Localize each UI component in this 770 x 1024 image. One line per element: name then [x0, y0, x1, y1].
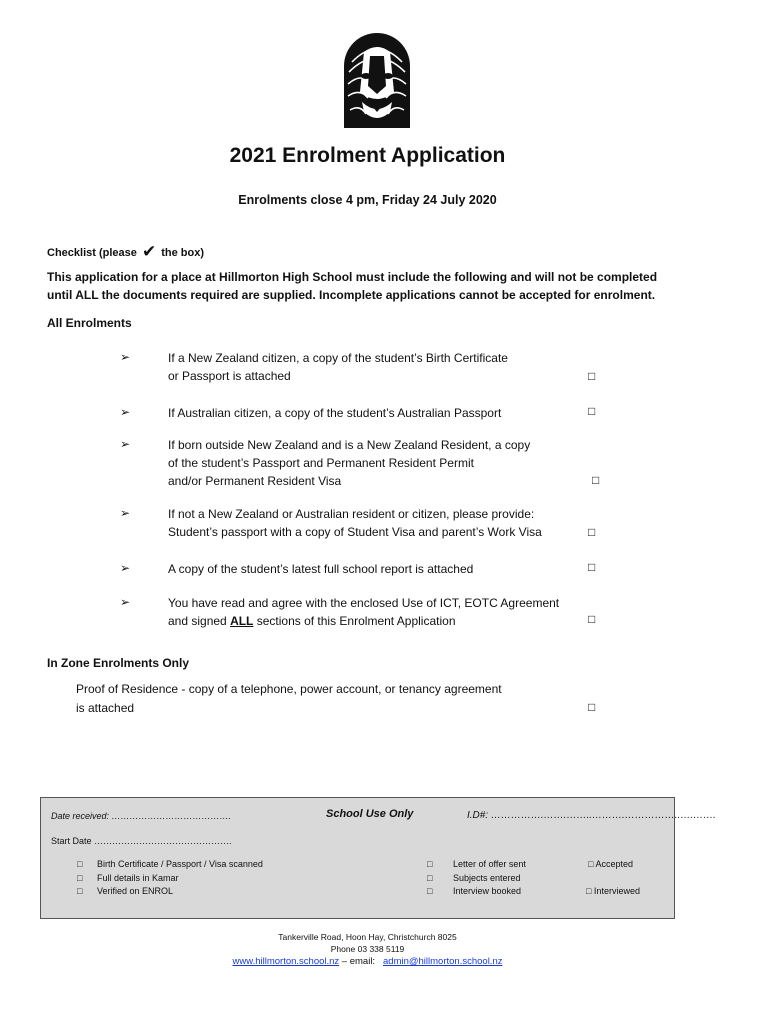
checklist-suffix: the box) [161, 247, 205, 259]
checkbox-australian-citizen[interactable]: □ [588, 404, 596, 418]
checklist-heading [47, 241, 204, 261]
email-link[interactable]: admin@hillmorton.school.nz [383, 956, 503, 967]
checkbox-nz-citizen[interactable]: □ [588, 369, 596, 383]
item-line-pre: and signed [168, 614, 231, 628]
checklist-item-non-resident [168, 505, 542, 541]
item-line [168, 612, 559, 630]
school-use-only-panel [40, 797, 716, 919]
checkbox-icon[interactable]: □ [427, 873, 433, 883]
office-item-label: Interview booked [453, 886, 522, 896]
proof-of-residence-item [76, 680, 502, 718]
office-item-label: Subjects entered [453, 873, 521, 883]
checkbox-nz-resident[interactable]: □ [592, 473, 600, 487]
footer-contact [0, 956, 735, 967]
checklist-prefix: Checklist (please [47, 247, 137, 259]
website-link[interactable]: www.hillmorton.school.nz [232, 956, 340, 967]
checkbox-icon[interactable]: □ [77, 873, 83, 883]
checkbox-icon[interactable]: □ [77, 886, 83, 896]
bullet-arrow-icon: ➢ [120, 350, 131, 364]
item-line: A copy of the student’s latest full school report is attached [168, 562, 474, 576]
intro-line: until ALL the documents required are supplied. Incomplete applications cannot be accepted for enrolment. [47, 288, 656, 302]
start-date-field: Start Date ………………………………………. [51, 836, 232, 846]
all-enrolments-heading: All Enrolments [47, 316, 132, 330]
checkbox-proof-of-residence[interactable]: □ [588, 700, 596, 714]
item-line: and/or Permanent Resident Visa [168, 474, 342, 488]
item-line: If born outside New Zealand and is a New Zealand Resident, a copy [168, 438, 531, 452]
office-item-label: Verified on ENROL [97, 886, 174, 896]
date-received-field: Date received: …………………………………. [51, 811, 232, 821]
item-line: Student’s passport with a copy of Student Visa and parent’s Work Visa [168, 525, 542, 539]
item-line: If a New Zealand citizen, a copy of the student’s Birth Certificate [168, 351, 508, 365]
checklist-item-ict-eotc-agreement [168, 594, 559, 630]
bullet-arrow-icon: ➢ [120, 506, 131, 520]
intro-paragraph [47, 268, 747, 304]
id-field: I.D#: …………….…….……..……….……………..….……. [467, 810, 716, 821]
bullet-arrow-icon: ➢ [120, 437, 131, 451]
checkbox-non-resident[interactable]: □ [588, 525, 596, 539]
item-line: Proof of Residence - copy of a telephone, power account, or tenancy agreement [76, 682, 502, 696]
bullet-arrow-icon: ➢ [120, 561, 131, 575]
item-line-post: sections of this Enrolment Application [253, 614, 456, 628]
page-title: 2021 Enrolment Application [229, 144, 506, 167]
footer-address: Tankerville Road, Hoon Hay, Christchurch 8025 [278, 932, 457, 942]
in-zone-heading: In Zone Enrolments Only [47, 656, 190, 670]
item-line-emphasis: ALL [230, 614, 254, 628]
checkbox-icon[interactable]: □ [77, 859, 83, 869]
checkbox-ict-eotc-agreement[interactable]: □ [588, 612, 596, 626]
accepted-checkbox[interactable]: □ Accepted [588, 859, 633, 869]
email-label: – email: [339, 956, 376, 967]
deadline-subtitle: Enrolments close 4 pm, Friday 24 July 2020 [238, 193, 497, 207]
office-item-label: Full details in Kamar [97, 873, 179, 883]
checkbox-icon[interactable]: □ [427, 859, 433, 869]
checklist-item-school-report [168, 560, 473, 578]
checklist-item-nz-citizen [168, 349, 508, 385]
intro-line: This application for a place at Hillmorton High School must include the following and will not be completed [47, 270, 658, 284]
checklist-item-australian-citizen [168, 404, 501, 422]
bullet-arrow-icon: ➢ [120, 595, 131, 609]
item-line: You have read and agree with the enclosed Use of ICT, EOTC Agreement [168, 596, 560, 610]
school-tiger-logo [342, 32, 412, 128]
item-line: If not a New Zealand or Australian resident or citizen, please provide: [168, 507, 535, 521]
checkmark-icon: ✔ [141, 242, 157, 261]
interviewed-checkbox[interactable]: □ Interviewed [586, 886, 640, 896]
school-use-only-label: School Use Only [326, 808, 414, 820]
footer-phone: Phone 03 338 5119 [330, 944, 405, 954]
checklist-item-nz-resident [168, 436, 530, 490]
item-line: or Passport is attached [168, 369, 291, 383]
checkbox-school-report[interactable]: □ [588, 560, 596, 574]
checkbox-icon[interactable]: □ [427, 886, 433, 896]
bullet-arrow-icon: ➢ [120, 405, 131, 419]
item-line: If Australian citizen, a copy of the student’s Australian Passport [168, 406, 502, 420]
item-line: is attached [76, 701, 135, 715]
office-item-label: Letter of offer sent [453, 859, 526, 869]
item-line: of the student’s Passport and Permanent Resident Permit [168, 456, 474, 470]
office-item-label: Birth Certificate / Passport / Visa scanned [97, 859, 263, 869]
